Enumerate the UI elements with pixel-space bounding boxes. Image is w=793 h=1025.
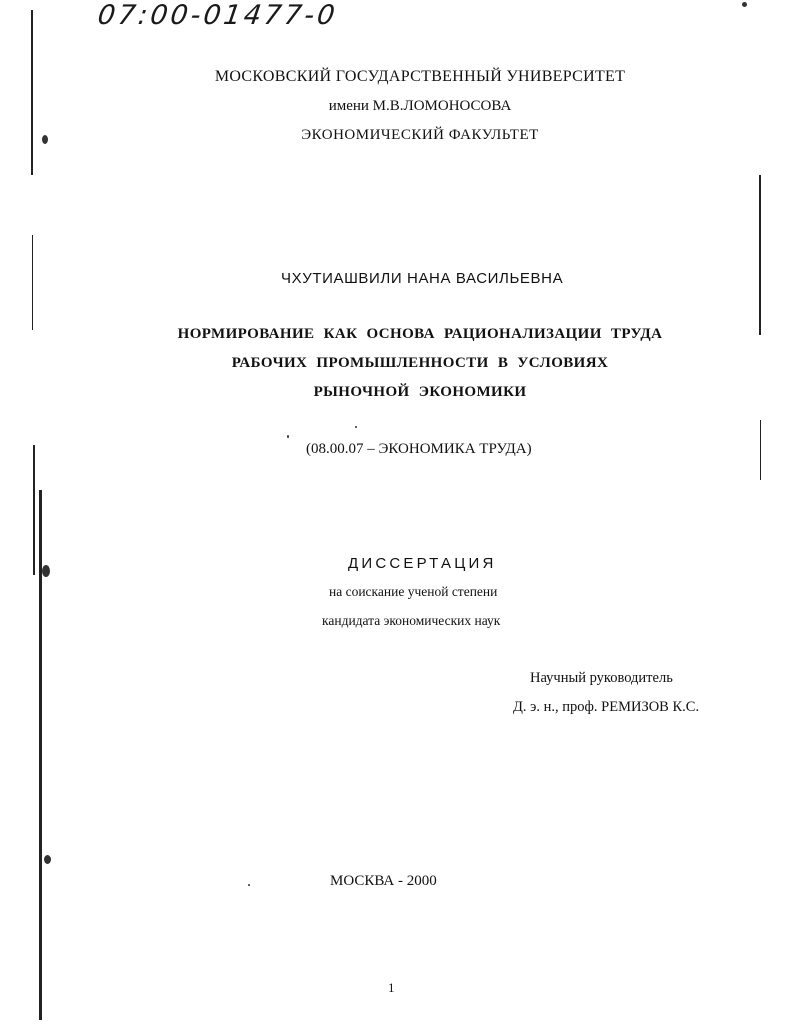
- city-year: МОСКВА - 2000: [330, 873, 437, 889]
- scan-speck: [742, 2, 747, 7]
- scan-edge-line: [32, 235, 33, 330]
- dissertation-label: ДИССЕРТАЦИЯ: [348, 555, 497, 572]
- supervisor-name: Д. э. н., проф. РЕМИЗОВ К.С.: [513, 699, 700, 715]
- scan-speck: [248, 884, 250, 886]
- scan-edge-line: [31, 10, 33, 175]
- specialty-code: (08.00.07 – ЭКОНОМИКА ТРУДА): [306, 441, 532, 457]
- scan-edge-line: [760, 420, 761, 480]
- supervisor-label: Научный руководитель: [530, 670, 673, 686]
- degree-line-2: кандидата экономических наук: [322, 613, 501, 628]
- thesis-title-line-2: РАБОЧИХ ПРОМЫШЛЕННОСТИ В УСЛОВИЯХ: [231, 355, 609, 371]
- scan-speck: [287, 435, 289, 438]
- thesis-title-line-3: РЫНОЧНОЙ ЭКОНОМИКИ: [313, 384, 527, 400]
- scan-edge-line: [759, 175, 761, 335]
- scan-speck: [42, 565, 50, 577]
- scan-speck: [355, 426, 357, 428]
- faculty-name: ЭКОНОМИЧЕСКИЙ ФАКУЛЬТЕТ: [301, 127, 539, 143]
- degree-line-1: на соискание ученой степени: [329, 584, 498, 599]
- author-name: ЧХУТИАШВИЛИ НАНА ВАСИЛЬЕВНА: [281, 270, 564, 287]
- university-named-after: имени М.В.ЛОМОНОСОВА: [328, 98, 512, 114]
- page-number: 1: [388, 980, 395, 995]
- scan-edge-line: [33, 445, 35, 575]
- thesis-title-line-1: НОРМИРОВАНИЕ КАК ОСНОВА РАЦИОНАЛИЗАЦИИ ТРУДА: [177, 326, 663, 342]
- scan-speck: [44, 855, 51, 864]
- university-name: МОСКОВСКИЙ ГОСУДАРСТВЕННЫЙ УНИВЕРСИТЕТ: [214, 68, 626, 85]
- handwritten-archive-number: 07:00-01477-0: [95, 0, 340, 31]
